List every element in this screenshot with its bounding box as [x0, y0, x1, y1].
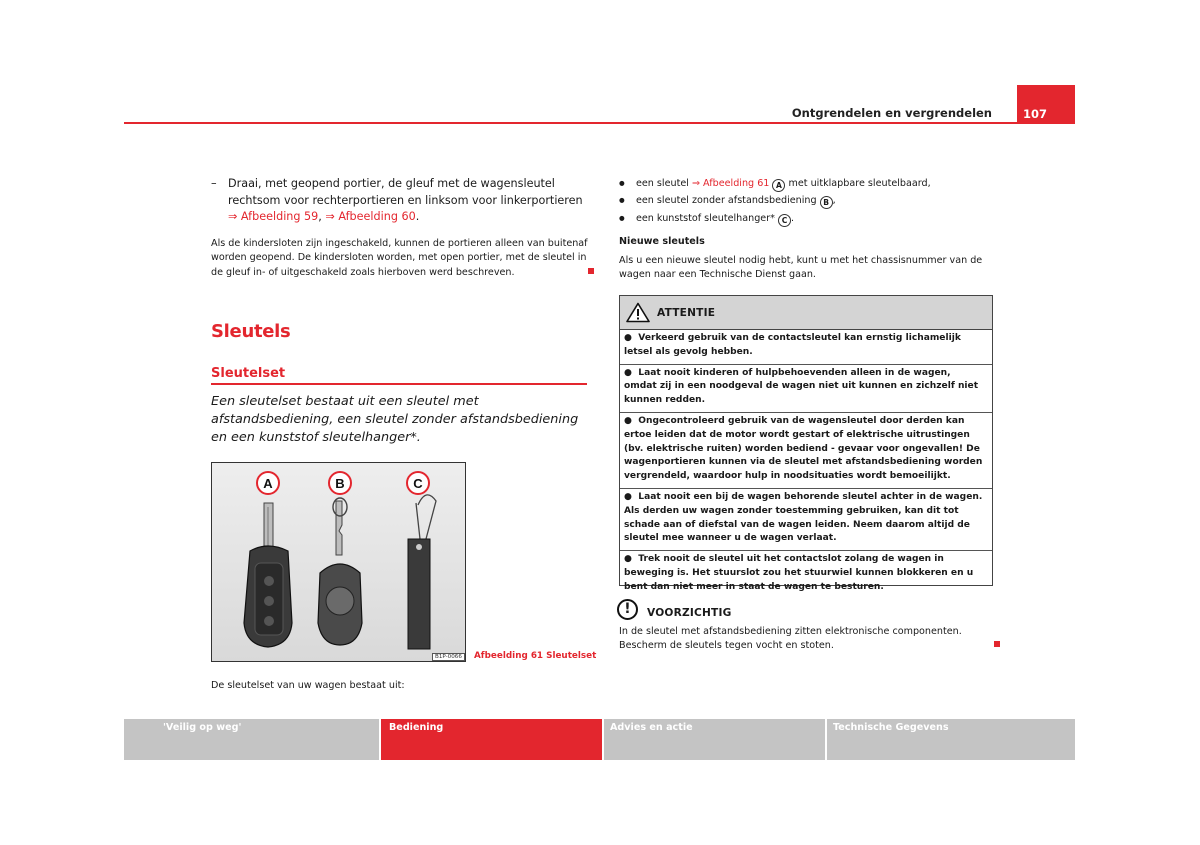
sleutelset-figure: [211, 462, 466, 662]
header-rule: [124, 122, 1075, 124]
voorzichtig-title: VOORZICHTIG: [647, 607, 732, 619]
page-number: 107: [1017, 85, 1075, 123]
plain-key-illustration: [318, 498, 362, 645]
attentie-item: ● Laat nooit een bij de wagen behorende sleutel achter in de wagen. Als derden uw wagen zonder toestemming gebruiken, kan dit tot schade aan of diefstal van de wagen leiden. Neem daarom altijd de sleutel mee wanneer u de wagen verlaat.: [620, 489, 992, 551]
list-item: ● een sleutel ⇒ Afbeelding 61 A met uitklapbare sleutelbaard,: [619, 175, 999, 192]
section-end-marker: [588, 268, 594, 274]
tab-technische-gegevens[interactable]: Technische Gegevens: [827, 719, 1075, 760]
heading-sleutels: Sleutels: [211, 321, 291, 342]
instruction-text: Draai, met geopend portier, de gleuf met de wagensleutel rechtsom voor rechterportieren en linksom voor linkerportieren ⇒ Afbeelding 59, ⇒ Afbeelding 60.: [228, 177, 583, 224]
figure-code: B1P-0066: [432, 653, 465, 661]
figure-label-b: [329, 472, 351, 494]
sleutel-list: [619, 175, 999, 227]
link-afbeelding-61[interactable]: ⇒ Afbeelding 61: [691, 178, 770, 189]
chapter-title: Ontgrendelen en vergrendelen: [791, 106, 992, 120]
link-afbeelding-60[interactable]: ⇒ Afbeelding 60: [325, 210, 416, 224]
figure-label-a: [257, 472, 279, 494]
warning-triangle-icon: [626, 302, 650, 323]
remote-key-illustration: [244, 503, 292, 647]
attentie-title: ATTENTIE: [657, 306, 716, 319]
attentie-item: ● Trek nooit de sleutel uit het contactslot zolang de wagen in beweging is. Het stuurslot zou het stuurwiel kunnen blokkeren en u bent dan niet meer in staat de wagen te besturen.: [624, 554, 974, 592]
sleutelset-lead-text: De sleutelset van uw wagen bestaat uit:: [211, 680, 405, 691]
label-c-badge: C: [778, 214, 791, 227]
tab-veilig-op-weg[interactable]: 'Veilig op weg': [124, 719, 379, 760]
svg-text:B: B: [335, 476, 345, 491]
instruction-step: [211, 176, 591, 226]
label-a-badge: A: [772, 179, 785, 192]
heading-nieuwe-sleutels: Nieuwe sleutels: [619, 236, 705, 247]
section-end-marker: [994, 641, 1000, 647]
tab-bediening[interactable]: Bediening: [381, 719, 602, 760]
tab-advies-en-actie[interactable]: Advies en actie: [604, 719, 825, 760]
caution-icon: !: [617, 599, 638, 620]
dash-marker: –: [211, 177, 217, 190]
list-item: ● een kunststof sleutelhanger* C .: [619, 210, 999, 227]
nieuwe-sleutels-paragraph: Als u een nieuwe sleutel nodig hebt, kunt u met het chassisnummer van de wagen naar een Technische Dienst gaan.: [619, 255, 983, 281]
link-afbeelding-59[interactable]: ⇒ Afbeelding 59: [228, 210, 319, 224]
voorzichtig-text: In de sleutel met afstandsbediening zitten elektronische componenten. Bescherm de sleutels tegen vocht en stoten.: [619, 626, 962, 652]
attentie-header: [620, 296, 992, 330]
heading-sleutelset: Sleutelset: [211, 366, 286, 381]
figure-label-c: [407, 472, 429, 494]
kindersloten-paragraph: Als de kindersloten zijn ingeschakeld, kunnen de portieren alleen van buitenaf worden geopend. De kindersloten worden, met open portier, met de sleutel in de gleuf in- of uitgeschakeld zoals hierboven werd beschreven.: [211, 238, 588, 278]
attentie-item: ● Verkeerd gebruik van de contactsleutel kan ernstig lichamelijk letsel als gevolg hebben.: [620, 330, 992, 365]
figure-caption: Afbeelding 61 Sleutelset: [474, 651, 597, 661]
svg-text:A: A: [263, 476, 273, 491]
svg-text:C: C: [413, 476, 423, 491]
intro-text: Een sleutelset bestaat uit een sleutel met afstandsbediening, een sleutel zonder afstandsbediening en een kunststof sleutelhanger*.: [211, 394, 579, 445]
key-tag-illustration: [408, 495, 436, 649]
list-item: ● een sleutel zonder afstandsbediening B ,: [619, 192, 999, 209]
label-b-badge: B: [820, 196, 833, 209]
attentie-item: ● Laat nooit kinderen of hulpbehoevenden alleen in de wagen, omdat zij in een noodgeval de wagen niet uit kunnen en zichzelf niet kunnen redden.: [620, 365, 992, 413]
heading-rule: [211, 383, 587, 385]
attentie-item: ● Ongecontroleerd gebruik van de wagensleutel door derden kan ertoe leiden dat de motor wordt gestart of elektrische uitrustingen (bv. elektrische ruiten) worden bediend - gevaar voor ongevallen! De wagenportieren kunnen via de sleutel met afstandsbediening worden vergrendeld, waardoor hulp in noodsituaties wordt bemoeilijkt.: [620, 413, 992, 489]
attentie-warning-box: [619, 295, 993, 592]
